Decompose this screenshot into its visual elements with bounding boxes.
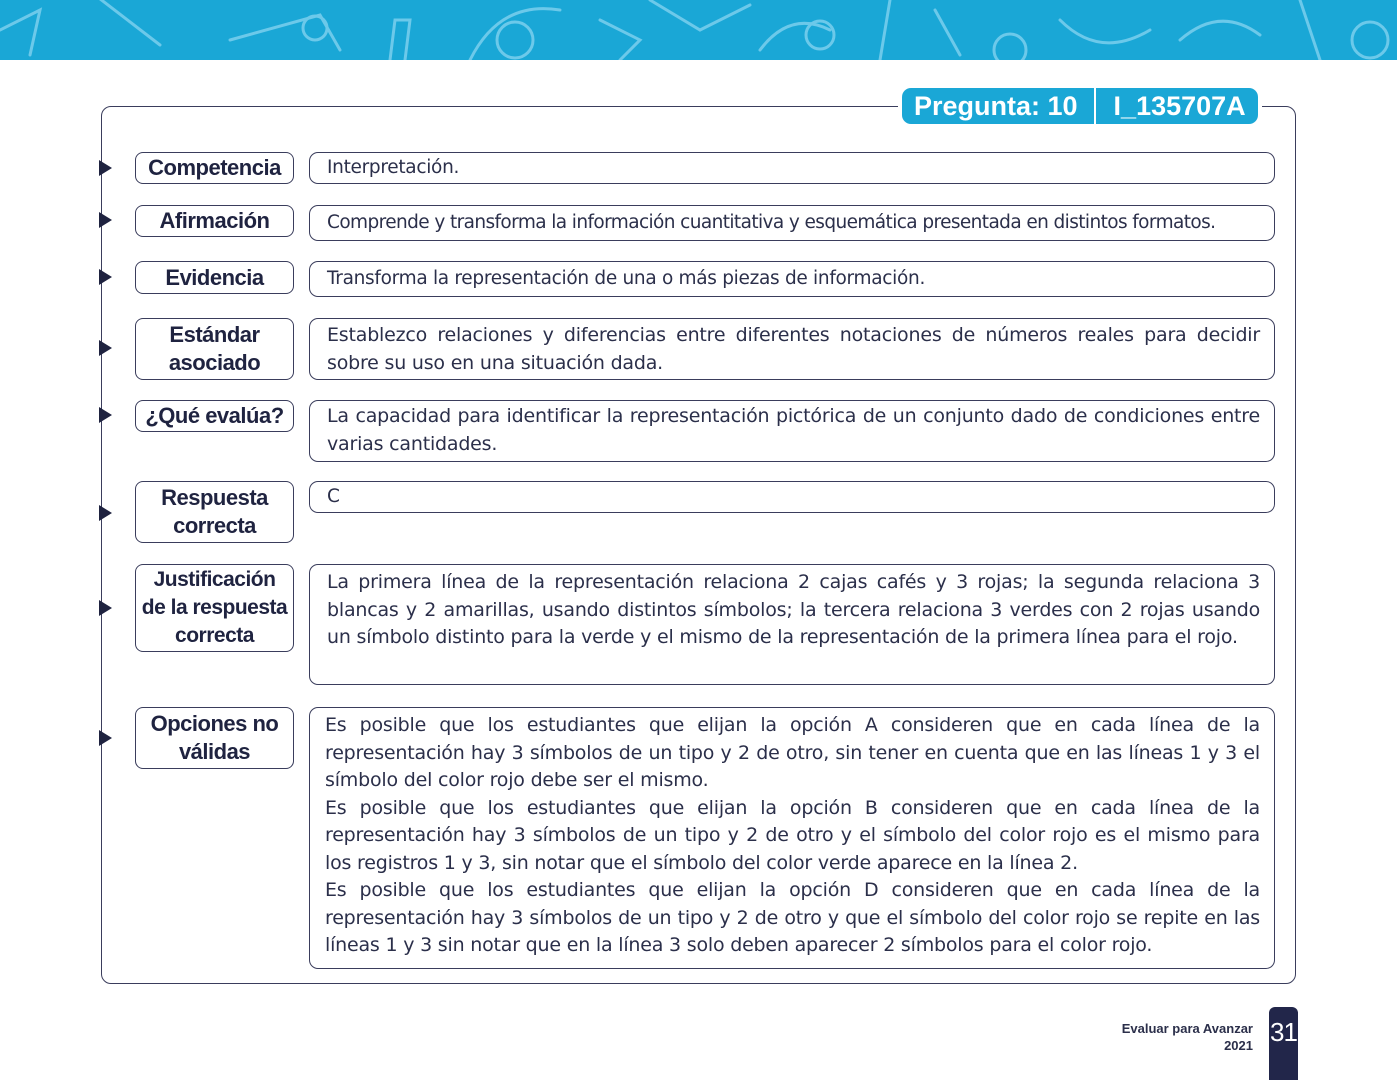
answer-value: C (327, 486, 340, 507)
row-arrow-icon (99, 340, 112, 356)
publication-year: 2021 (1224, 1038, 1253, 1053)
label-que-evalua: ¿Qué evalúa? (135, 400, 294, 432)
row-arrow-icon (99, 505, 112, 521)
content-text: La capacidad para identificar la representación pictórica de un conjunto dado de condiciones entre varias cantidades. (327, 405, 1260, 455)
content-evidencia (309, 261, 1275, 297)
row-arrow-icon (99, 269, 112, 285)
content-opciones-no-validas (309, 707, 1275, 969)
page-number: 31 (1269, 1007, 1298, 1080)
question-tag (902, 88, 1258, 124)
question-number: Pregunta: 10 (914, 90, 1078, 121)
header-banner (0, 0, 1397, 60)
footer-publication (1122, 1020, 1253, 1054)
label-afirmacion: Afirmación (135, 205, 294, 237)
row-arrow-icon (99, 407, 112, 423)
content-text: Establezco relaciones y diferencias entre diferentes notaciones de números reales para decidir sobre su uso en una situación dada. (327, 324, 1260, 374)
content-que-evalua (309, 400, 1275, 462)
content-text: Transforma la representación de una o más piezas de información. (327, 268, 926, 289)
option-b-explanation: Es posible que los estudiantes que elijan la opción B consideren que en cada línea de la representación hay 3 símbolos de un tipo y 2 de otro y el símbolo del color rojo es el mismo para los registros 1 y 3, sin notar que el símbolo del color verde aparece en la línea 2. (325, 796, 1260, 874)
school-supplies-pattern-icon (0, 0, 1397, 60)
option-d-explanation: Es posible que los estudiantes que elijan la opción D consideren que en cada línea de la representación hay 3 símbolos de un tipo y 2 de otro y que el símbolo del color rojo se repite en las líneas 1 y 3 sin notar que en la línea 3 solo deben aparecer 2 símbolos para el color rojo. (325, 879, 1260, 956)
row-arrow-icon (99, 212, 112, 228)
item-code: I_135707A (1113, 90, 1246, 121)
label-estandar-asociado: Estándar asociado (135, 318, 294, 380)
content-respuesta-correcta (309, 481, 1275, 513)
content-estandar-asociado (309, 318, 1275, 380)
row-arrow-icon (99, 730, 112, 746)
label-opciones-no-validas: Opciones no válidas (135, 707, 294, 769)
option-a-explanation: Es posible que los estudiantes que elijan la opción A consideren que en cada línea de la representación hay 3 símbolos de un tipo y 2 de otro, sin tener en cuenta que en las líneas 1 y 3 el símbolo del color rojo debe ser el mismo. (325, 714, 1260, 791)
label-respuesta-correcta: Respuesta correcta (135, 481, 294, 543)
content-text: Interpretación. (327, 157, 460, 178)
row-arrow-icon (99, 600, 112, 616)
label-competencia: Competencia (135, 152, 294, 184)
content-justificacion (309, 564, 1275, 685)
content-text: La primera línea de la representación relaciona 2 cajas cafés y 3 rojas; la segunda relaciona 3 blancas y 2 amarillas, usando distintos símbolos; la tercera relaciona 3 verdes con 2 rojas usando un símbolo distinto para la verde y el mismo de la representación de la primera línea para el rojo. (327, 571, 1260, 648)
publication-title: Evaluar para Avanzar (1121, 1021, 1253, 1036)
label-evidencia: Evidencia (135, 261, 294, 294)
content-competencia (309, 152, 1275, 184)
content-afirmacion (309, 205, 1275, 241)
content-text: Comprende y transforma la información cuantitativa y esquemática presentada en distintos formatos. (327, 212, 1216, 233)
row-arrow-icon (99, 160, 112, 176)
label-justificacion: Justificación de la respuesta correcta (135, 564, 294, 652)
